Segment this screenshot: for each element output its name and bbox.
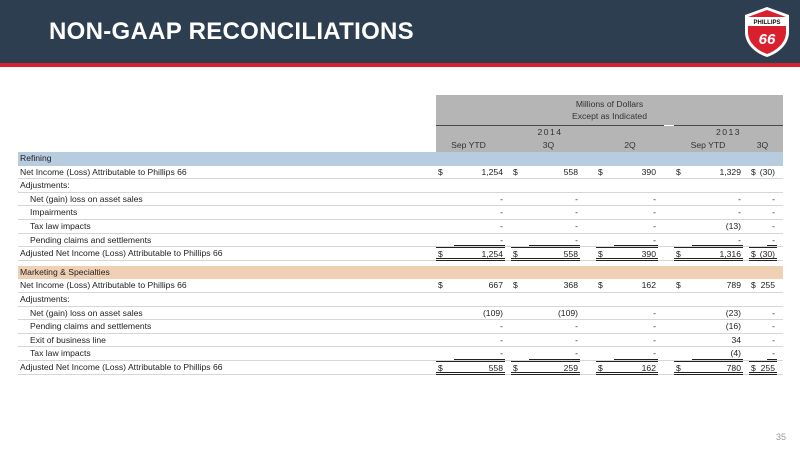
subtotal-rule: [454, 245, 505, 246]
currency-symbol: $: [513, 362, 518, 373]
row-label: Net Income (Loss) Attributable to Phillips 66: [20, 166, 187, 177]
table-cell: [596, 307, 658, 321]
table-cell: [436, 206, 505, 220]
row-label: Adjustments:: [20, 180, 70, 191]
table-cell: [749, 293, 777, 307]
table-row: [18, 320, 783, 334]
cell-value: 1,254: [481, 166, 503, 177]
table-cell: [674, 206, 743, 220]
cell-value: -: [500, 193, 503, 204]
table-cell: [511, 293, 580, 307]
table-row: [18, 179, 783, 193]
cell-value: (16): [725, 321, 741, 332]
table-cell: [674, 279, 743, 293]
cell-value: -: [575, 334, 578, 345]
cell-value: 368: [563, 280, 578, 291]
cell-value: (4): [730, 348, 741, 359]
cell-value: -: [653, 321, 656, 332]
table-cell: [674, 220, 743, 234]
col-header: Sep YTD: [451, 140, 486, 150]
cell-value: -: [653, 334, 656, 345]
year-2013: 2013: [715, 127, 742, 137]
cell-value: 162: [641, 362, 656, 373]
table-row: [18, 234, 783, 248]
table-cell: [436, 279, 505, 293]
table-cell: [596, 293, 658, 307]
cell-value: -: [500, 321, 503, 332]
table-cell: [511, 307, 580, 321]
section-header: [18, 266, 783, 280]
cell-value: 1,316: [719, 249, 741, 260]
cell-value: (109): [482, 307, 503, 318]
section-header: [18, 152, 783, 166]
logo-number: 66: [758, 31, 776, 48]
subtotal-rule: [767, 359, 777, 360]
currency-symbol: $: [598, 166, 603, 177]
table-cell: [674, 320, 743, 334]
table-cell: [511, 247, 580, 261]
cell-value: (30): [759, 249, 775, 260]
table-cell: [596, 361, 658, 375]
currency-symbol: $: [438, 362, 443, 373]
page-title: NON-GAAP RECONCILIATIONS: [49, 18, 414, 45]
cell-value: -: [575, 207, 578, 218]
table-cell: [749, 193, 777, 207]
table-cell: [436, 307, 505, 321]
row-label: Tax law impacts: [30, 348, 91, 359]
cell-value: 1,329: [719, 166, 741, 177]
cell-value: -: [500, 334, 503, 345]
currency-symbol: $: [513, 280, 518, 291]
cell-value: -: [772, 207, 775, 218]
table-row: [18, 279, 783, 293]
page-number: 35: [775, 432, 786, 442]
table-row: [18, 361, 783, 375]
cell-value: -: [738, 234, 741, 245]
currency-symbol: $: [751, 280, 756, 291]
row-label: Net (gain) loss on asset sales: [30, 193, 143, 204]
currency-symbol: $: [676, 249, 681, 260]
row-label: Adjusted Net Income (Loss) Attributable to Phillips 66: [20, 248, 223, 259]
table-cell: [436, 320, 505, 334]
table-row: [18, 206, 783, 220]
cell-value: -: [575, 220, 578, 231]
cell-value: -: [653, 193, 656, 204]
subtotal-rule: [614, 359, 658, 360]
row-label: Exit of business line: [30, 334, 106, 345]
row-label: Tax law impacts: [30, 220, 91, 231]
cell-value: -: [772, 334, 775, 345]
table-body: [18, 152, 783, 375]
cell-value: -: [772, 220, 775, 231]
col-header: Sep YTD: [690, 140, 726, 150]
table-cell: [596, 320, 658, 334]
table-cell: [596, 179, 658, 193]
cell-value: -: [772, 307, 775, 318]
cell-value: 255: [760, 280, 775, 291]
table-cell: [674, 293, 743, 307]
cell-value: 1,254: [481, 249, 503, 260]
cell-value: (13): [725, 220, 741, 231]
cell-value: -: [500, 234, 503, 245]
cell-value: 789: [726, 280, 741, 291]
currency-symbol: $: [598, 280, 603, 291]
cell-value: -: [653, 234, 656, 245]
currency-symbol: $: [598, 362, 603, 373]
title-bar: [0, 0, 800, 63]
table-cell: [596, 279, 658, 293]
cell-value: 162: [641, 280, 656, 291]
cell-value: 558: [563, 249, 578, 260]
cell-value: -: [575, 234, 578, 245]
cell-value: 667: [488, 280, 503, 291]
units-line-2: Except as Indicated: [571, 110, 647, 121]
logo-wordmark: PHILLIPS: [753, 20, 781, 26]
currency-symbol: $: [438, 166, 443, 177]
cell-value: -: [772, 321, 775, 332]
col-header: 3Q: [756, 140, 769, 150]
row-label: Adjustments:: [20, 293, 70, 304]
cell-value: -: [575, 321, 578, 332]
cell-value: 390: [641, 166, 656, 177]
section-label: Refining: [20, 153, 52, 163]
cell-value: -: [738, 193, 741, 204]
currency-symbol: $: [598, 249, 603, 260]
currency-symbol: $: [676, 362, 681, 373]
table-cell: [436, 166, 505, 180]
row-label: Adjusted Net Income (Loss) Attributable to Phillips 66: [20, 361, 223, 372]
cell-value: -: [772, 348, 775, 359]
table-cell: [511, 334, 580, 348]
table-cell: [749, 334, 777, 348]
table-cell: [436, 334, 505, 348]
table-cell: [749, 361, 777, 375]
units-header: [436, 95, 783, 125]
cell-value: -: [500, 348, 503, 359]
cell-value: -: [500, 220, 503, 231]
cell-value: (23): [725, 307, 741, 318]
table-cell: [674, 307, 743, 321]
table-cell: [596, 220, 658, 234]
cell-value: 34: [731, 334, 741, 345]
table-row: [18, 347, 783, 361]
table-cell: [511, 361, 580, 375]
table-cell: [436, 193, 505, 207]
subtotal-rule: [692, 245, 743, 246]
currency-symbol: $: [438, 249, 443, 260]
cell-value: (30): [759, 166, 775, 177]
subtotal-rule: [692, 359, 743, 360]
cell-value: -: [653, 348, 656, 359]
currency-symbol: $: [513, 249, 518, 260]
cell-value: -: [653, 220, 656, 231]
cell-value: -: [500, 207, 503, 218]
table-cell: [511, 279, 580, 293]
table-cell: [511, 206, 580, 220]
table-cell: [749, 179, 777, 193]
subtotal-rule: [454, 359, 505, 360]
phillips-66-logo: [742, 6, 792, 58]
col-header: 3Q: [542, 140, 555, 150]
table-cell: [674, 179, 743, 193]
table-cell: [511, 193, 580, 207]
table-cell: [596, 247, 658, 261]
currency-symbol: $: [676, 280, 681, 291]
currency-symbol: $: [751, 249, 756, 260]
cell-value: -: [575, 193, 578, 204]
cell-value: (109): [557, 307, 578, 318]
table-cell: [596, 206, 658, 220]
table-cell: [596, 193, 658, 207]
table-cell: [596, 334, 658, 348]
table-cell: [511, 320, 580, 334]
cell-value: 558: [488, 362, 503, 373]
table-cell: [674, 166, 743, 180]
table-row: [18, 193, 783, 207]
table-cell: [436, 293, 505, 307]
table-cell: [749, 307, 777, 321]
cell-value: 259: [563, 362, 578, 373]
cell-value: -: [738, 207, 741, 218]
table-cell: [749, 220, 777, 234]
cell-value: 558: [563, 166, 578, 177]
table-cell: [749, 166, 777, 180]
section-label: Marketing & Specialties: [20, 266, 110, 277]
table-cell: [674, 361, 743, 375]
table-cell: [511, 220, 580, 234]
table-cell: [436, 220, 505, 234]
cell-value: -: [772, 193, 775, 204]
table-row: [18, 247, 783, 261]
subtotal-rule: [614, 245, 658, 246]
table-row: [18, 334, 783, 348]
subtotal-rule: [529, 359, 580, 360]
table-cell: [749, 247, 777, 261]
header-accent-rule: [0, 63, 800, 67]
currency-symbol: $: [438, 280, 443, 291]
row-label: Net (gain) loss on asset sales: [30, 307, 143, 318]
table-cell: [436, 179, 505, 193]
table-cell: [749, 320, 777, 334]
currency-symbol: $: [513, 166, 518, 177]
table-cell: [511, 179, 580, 193]
table-cell: [674, 193, 743, 207]
units-line-1: Millions of Dollars: [575, 99, 644, 109]
row-label: Pending claims and settlements: [30, 321, 152, 332]
row-label: Net Income (Loss) Attributable to Phillips 66: [20, 280, 187, 291]
table-row: [18, 166, 783, 180]
table-cell: [596, 166, 658, 180]
table-cell: [749, 279, 777, 293]
table-row: [18, 293, 783, 307]
column-header-row: [436, 139, 783, 152]
cell-value: 255: [760, 362, 775, 373]
currency-symbol: $: [751, 362, 756, 373]
currency-symbol: $: [676, 166, 681, 177]
year-header-row: [436, 126, 783, 139]
table-cell: [674, 334, 743, 348]
table-cell: [674, 247, 743, 261]
cell-value: 780: [726, 362, 741, 373]
cell-value: 390: [641, 249, 656, 260]
cell-value: -: [772, 234, 775, 245]
row-label: Impairments: [30, 207, 78, 218]
subtotal-rule: [529, 245, 580, 246]
table-row: [18, 220, 783, 234]
table-cell: [436, 361, 505, 375]
cell-value: -: [575, 348, 578, 359]
table-cell: [749, 206, 777, 220]
cell-value: -: [653, 207, 656, 218]
col-header: 2Q: [624, 140, 636, 150]
row-label: Pending claims and settlements: [30, 234, 152, 245]
year-2014: 2014: [537, 127, 563, 137]
table-cell: [511, 166, 580, 180]
currency-symbol: $: [751, 166, 756, 177]
table-row: [18, 307, 783, 321]
cell-value: -: [653, 307, 656, 318]
subtotal-rule: [767, 245, 777, 246]
table-cell: [436, 247, 505, 261]
